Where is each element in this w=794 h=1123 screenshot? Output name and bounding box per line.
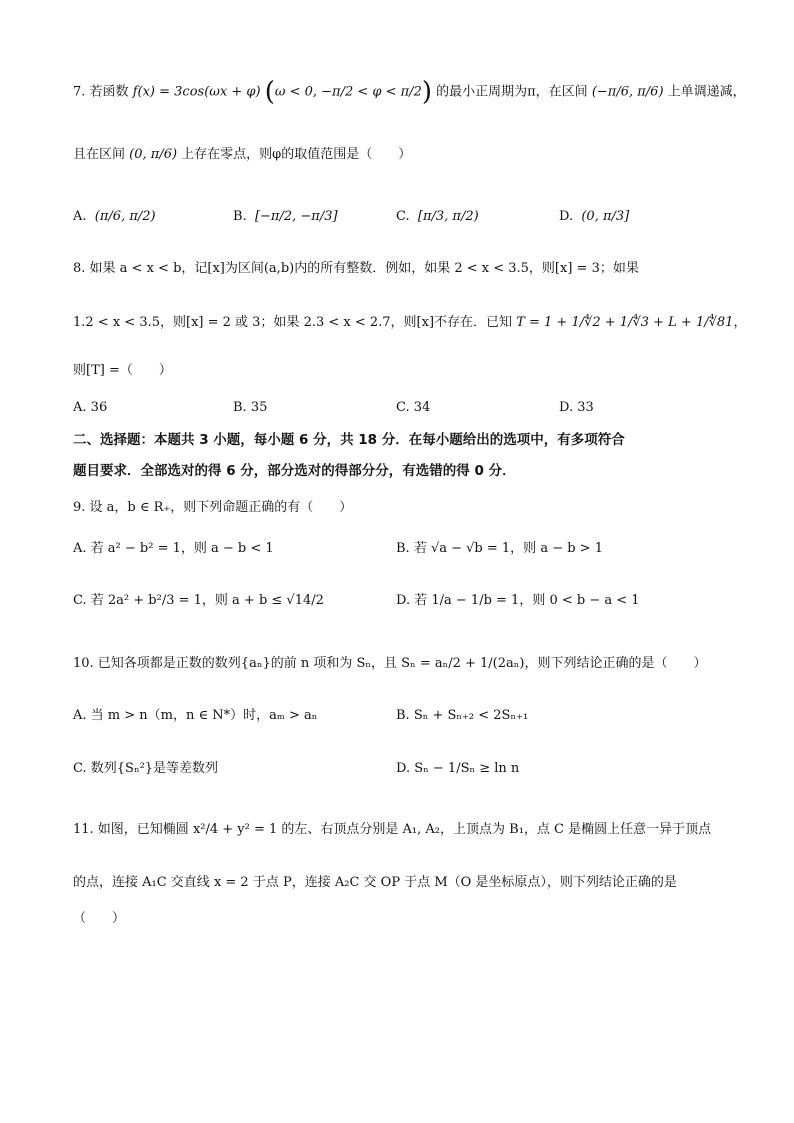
q7-condition: ω < 0, −π/2 < φ < π/2 [274,84,422,100]
q7-line1-text-b: 的最小正周期为π，在区间 [436,84,588,100]
q7-option-a: A. (π/6, π/2) [73,209,156,224]
q10-option-c: C. 数列{Sₙ²}是等差数列 [73,761,219,776]
q8-option-a: A. 36 [73,400,108,415]
q7-number: 7. [73,84,86,100]
q9-option-b: B. 若 √a − √b = 1，则 a − b > 1 [396,541,603,556]
q8-line1: 8. 如果 a < x < b，记[x]为区间(a,b)内的所有整数．例如，如果 2 < x < 3.5，则[x] = 3；如果 [73,261,639,276]
q10-option-d: D. Sₙ − 1/Sₙ ≥ ln n [396,761,520,776]
section2-heading-line1: 二、选择题：本题共 3 小题，每小题 6 分，共 18 分．在每小题给出的选项中，有多项符合 [73,432,625,448]
q7-line1-text-a: 若函数 [89,84,129,100]
q7-function: f(x) = 3cos(ωx + φ) [132,84,261,100]
q9-option-a: A. 若 a² − b² = 1，则 a − b < 1 [73,541,274,556]
q7-interval: (−π/6, π/6) [591,84,664,100]
q8-line2-text: 1.2 < x < 3.5，则[x] = 2 或 3；如果 2.3 < x < 2.7，则[x]不存在．已知 [73,315,513,330]
q7-option-c: C. [π/3, π/2) [396,209,479,224]
q8-option-d: D. 33 [559,400,594,415]
q10-stem: 10. 已知各项都是正数的数列{aₙ}的前 n 项和为 Sₙ，且 Sₙ = aₙ/2 + 1/(2aₙ)，则下列结论正确的是（ ） [73,656,707,671]
q7-option-d: D. (0, π/3] [559,209,630,224]
q7-line2-text-a: 且在区间 [73,147,126,162]
q9-option-c: C. 若 2a² + b²/3 = 1，则 a + b ≤ √14/2 [73,593,324,608]
q8-option-b: B. 35 [233,400,268,415]
q7-zero-interval: (0, π/6) [129,147,178,162]
q11-line3: （ ） [73,911,126,926]
q11-line2: 的点，连接 A₁C 交直线 x = 2 于点 P，连接 A₂C 交 OP 于点 M（O 是坐标原点），则下列结论正确的是 [73,875,677,890]
q7-line1-text-c: 上单调递减， [667,84,746,100]
q10-option-b: B. Sₙ + Sₙ₊₂ < 2Sₙ₊₁ [396,708,529,723]
q9-option-d: D. 若 1/a − 1/b = 1，则 0 < b − a < 1 [396,593,640,608]
q10-option-a: A. 当 m > n（m，n ∈ N*）时，aₘ > aₙ [73,708,318,723]
q8-formula: T = 1 + 1/∜2 + 1/∜3 + L + 1/∜81 [516,315,734,330]
q11-line1: 11. 如图，已知椭圆 x²/4 + y² = 1 的左、右顶点分别是 A₁, A₂，上顶点为 B₁，点 C 是椭圆上任意一异于顶点 [73,822,712,837]
q9-stem: 9. 设 a，b ∈ R₊，则下列命题正确的有（ ） [73,500,353,515]
q8-line3: 则[T] =（ ） [73,363,172,378]
q7-line1: 7. 若函数 f(x) = 3cos(ωx + φ) (ω < 0, −π/2 < φ < π/2) 的最小正周期为π，在区间 (−π/6, π/6) 上单调递减， [73,77,746,107]
q8-option-c: C. 34 [396,400,431,415]
q8-line2: 1.2 < x < 3.5，则[x] = 2 或 3；如果 2.3 < x < 2.7，则[x]不存在．已知 T = 1 + 1/∜2 + 1/∜3 + L + 1/∜81， [73,315,747,330]
q7-line2 [73,145,411,165]
q7-line2-text-b: 上存在零点，则φ的取值范围是（ ） [181,147,412,162]
q7-option-b: B. [−π/2, −π/3] [233,209,338,224]
section2-heading-line2: 题目要求．全部选对的得 6 分，部分选对的得部分分，有选错的得 0 分． [73,463,516,479]
